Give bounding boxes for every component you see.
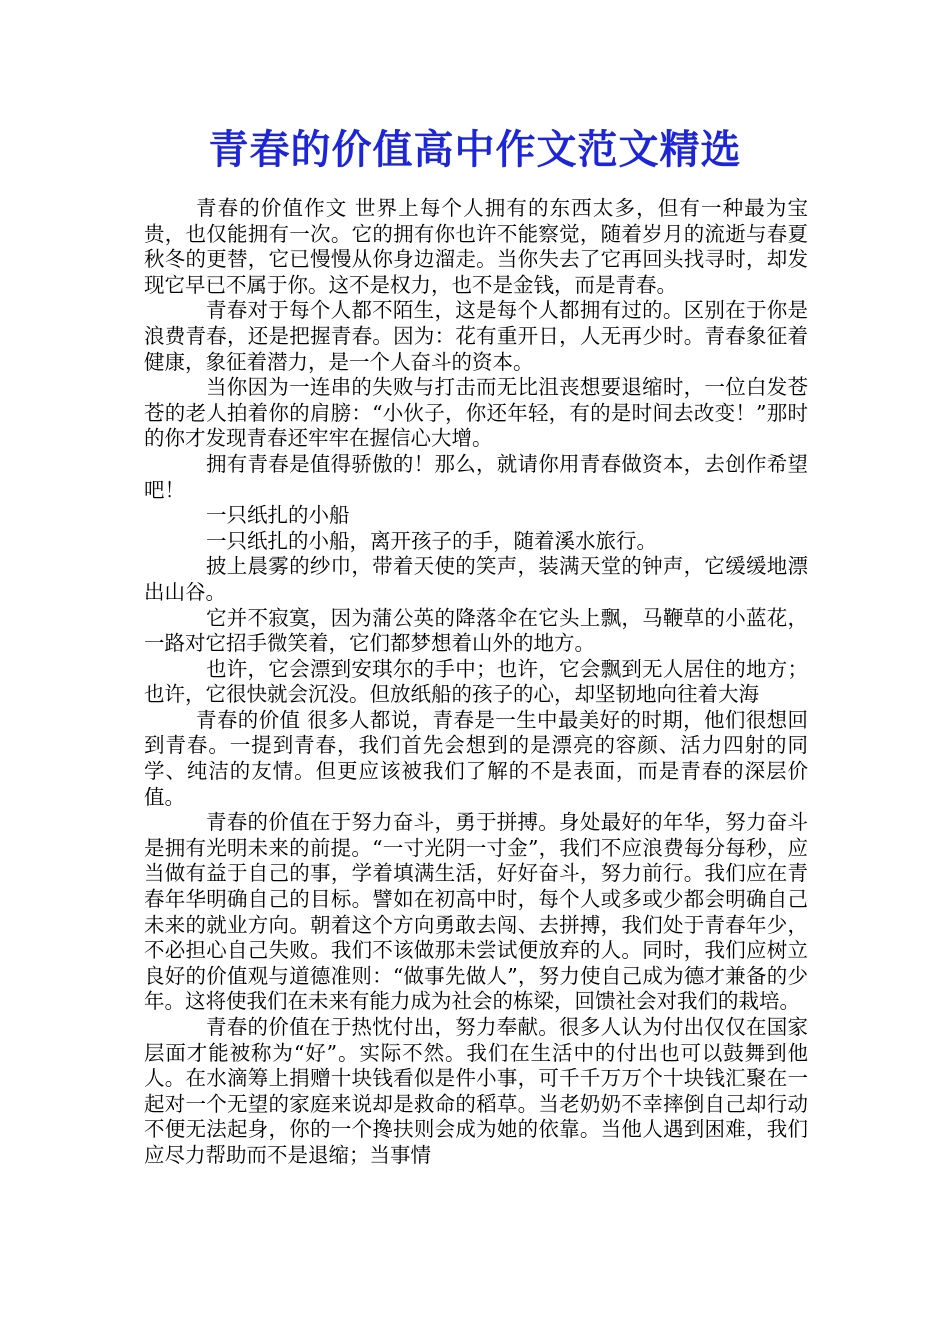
paragraph: 青春的价值在于热忱付出，努力奉献。很多人认为付出仅仅在国家层面才能被称为“好”。实际不然。我们在生活中的付出也可以鼓舞到他人。在水滴筹上捐赠十块钱看似是件小事，可千千万万个十块钱汇聚在一起对一个无望的家庭来说却是救命的稻草。当老奶奶不幸摔倒自己却行动不便无法起身，你的一个搀扶则会成为她的依靠。当他人遇到困难，我们应尽力帮助而不是退缩；当事情 [144,1015,808,1167]
paragraph: 青春的价值 很多人都说，青春是一生中最美好的时期，他们很想回到青春。一提到青春，我们首先会想到的是漂亮的容颜、活力四射的同学、纯洁的友情。但更应该被我们了解的不是表面，而是青春的深层价值。 [144,707,808,809]
document-body [144,196,808,1169]
document-title: 青春的价值高中作文范文精选 [208,126,742,173]
paragraph: 当你因为一连串的失败与打击而无比沮丧想要退缩时，一位白发苍苍的老人拍着你的肩膀：“小伙子，你还年轻，有的是时间去改变！”那时的你才发现青春还牢牢在握信心大增。 [144,375,808,451]
paragraph: 披上晨雾的纱巾，带着天使的笑声，装满天堂的钟声，它缓缓地漂出山谷。 [144,554,808,604]
paragraph: 一只纸扎的小船 [206,503,350,528]
paragraph: 它并不寂寞，因为蒲公英的降落伞在它头上飘，马鞭草的小蓝花，一路对它招手微笑着，它们都梦想着山外的地方。 [144,605,808,656]
paragraph: 也许，它会漂到安琪尔的手中；也许，它会飘到无人居住的地方；也许，它很快就会沉没。但放纸船的孩子的心，却坚韧地向往着大海 [144,656,808,707]
paragraph: 青春对于每个人都不陌生，这是每个人都拥有过的。区别在于你是浪费青春，还是把握青春。因为：花有重开日，人无再少时。青春象征着健康，象征着潜力，是一个人奋斗的资本。 [144,298,808,374]
paragraph: 青春的价值作文 世界上每个人拥有的东西太多，但有一种最为宝贵，也仅能拥有一次。它的拥有你也许不能察觉，随着岁月的流逝与春夏秋冬的更替，它已慢慢从你身边溜走。当你失去了它再回头找寻时，却发现它早已不属于你。这不是权力，也不是金钱，而是青春。 [144,196,808,297]
paragraph: 青春的价值在于努力奋斗，勇于拼搏。身处最好的年华，努力奋斗是拥有光明未来的前提。“一寸光阴一寸金”，我们不应浪费每分每秒，应当做有益于自己的事，学着填满生活，好好奋斗，努力前行。我们应在青春年华明确自己的目标。譬如在初高中时，每个人或多或少都会明确自己未来的就业方向。朝着这个方向勇敢去闯、去拼搏，我们处于青春年少，不必担心自己失败。我们不该做那未尝试便放弃的人。同时，我们应树立良好的价值观与道德准则：“做事先做人”，努力使自己成为德才兼备的少年。这将使我们在未来有能力成为社会的栋梁，回馈社会对我们的栽培。 [144,810,808,1014]
paragraph: 拥有青春是值得骄傲的！那么，就请你用青春做资本，去创作希望吧！ [144,451,808,502]
paragraph: 一只纸扎的小船，离开孩子的手，随着溪水旅行。 [206,528,657,553]
